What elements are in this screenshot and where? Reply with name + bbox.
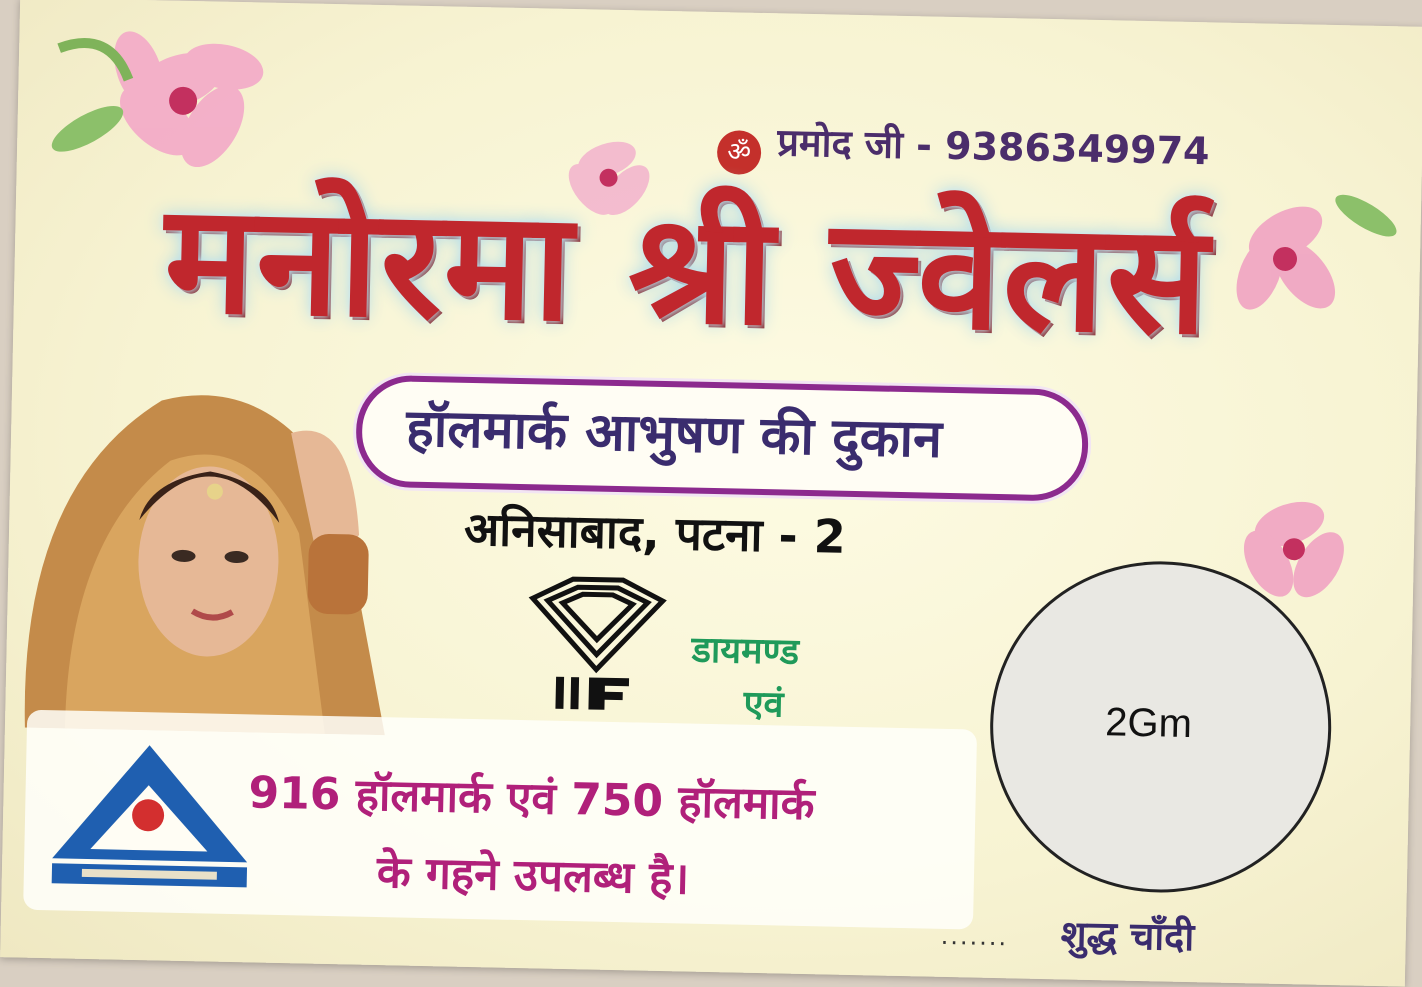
tagline: हॉलमार्क आभुषण की दुकान <box>405 398 943 470</box>
coin-weight: 2Gm <box>1104 700 1193 747</box>
dotted-line: ....... <box>940 921 1009 952</box>
hallmark-line-1: 916 हॉलमार्क एवं 750 हॉलमार्क <box>248 767 815 831</box>
address: अनिसाबाद, पटना - 2 <box>463 501 847 564</box>
hallmark-line-2: के गहने उपलब्ध है। <box>376 847 690 905</box>
flower-top-right <box>1183 152 1407 357</box>
evam-label: एवं <box>743 683 784 726</box>
bis-hallmark-logo-icon <box>41 738 259 902</box>
pure-silver-label: शुद्ध चाँदी <box>1060 912 1195 960</box>
om-symbol-icon: ॐ <box>717 130 762 175</box>
shop-name: मनोरमा श्री ज्वेलर्स <box>162 172 1212 369</box>
diamond-label: डायमण्ड <box>691 629 800 673</box>
contact-info: प्रमोद जी - 9386349974 <box>776 120 1210 174</box>
bride-image <box>5 367 392 735</box>
diamond-icon <box>510 568 683 722</box>
